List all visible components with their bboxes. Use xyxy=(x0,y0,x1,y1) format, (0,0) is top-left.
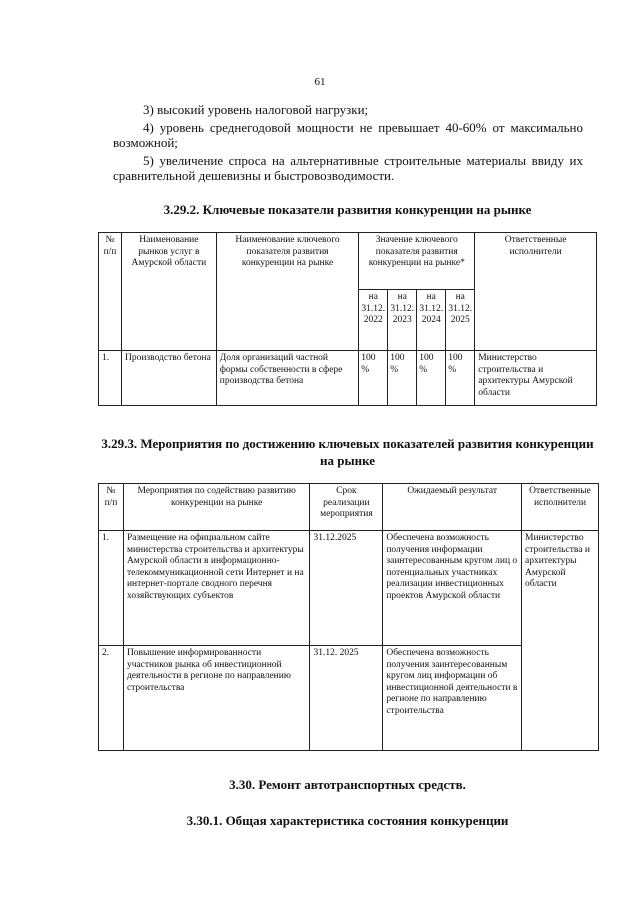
cell-responsible: Министерство строительства и архитектуры Амурской области xyxy=(475,351,597,406)
header-responsible: Ответственные исполнители xyxy=(522,484,599,531)
cell-value-2023: 100 % xyxy=(388,351,417,406)
cell-responsible: Министерство строительства и архитектуры Амурской области xyxy=(522,531,599,751)
section-heading-key-indicators: 3.29.2. Ключевые показатели развития конкуренции на рынке xyxy=(163,202,532,217)
table-row xyxy=(99,531,599,646)
paragraph-capacity: 4) уровень среднегодовой мощности не превышает 40-60% от максимально возможной; xyxy=(113,120,583,150)
cell-deadline: 31.12. 2025 xyxy=(310,646,383,751)
section-heading-competition-overview: 3.30.1. Общая характеристика состояния конкуренции xyxy=(186,813,509,828)
cell-num: 1. xyxy=(99,531,124,646)
measures-table xyxy=(98,483,599,751)
cell-deadline: 31.12.2025 xyxy=(310,531,383,646)
page-number: 61 xyxy=(314,76,326,88)
cell-value-2022: 100 % xyxy=(359,351,388,406)
section-heading-vehicle-repair: 3.30. Ремонт автотранспортных средств. xyxy=(229,777,466,792)
header-num: № п/п xyxy=(99,233,122,351)
header-year-2023: на 31.12. 2023 xyxy=(388,290,417,351)
cell-indicator: Доля организаций частной формы собственности в сфере производства бетона xyxy=(216,351,359,406)
cell-measure: Повышение информированности участников рынка об инвестиционной деятельности в регионе по направлению строительства xyxy=(123,646,310,751)
table-header-row xyxy=(99,484,599,531)
cell-market: Производство бетона xyxy=(121,351,216,406)
header-market: Наименование рынков услуг в Амурской области xyxy=(121,233,216,351)
cell-value-2025: 100 % xyxy=(446,351,475,406)
header-indicator: Наименование ключевого показателя развития конкуренции на рынке xyxy=(216,233,359,351)
header-measure: Мероприятия по содействию развитию конкуренции на рынке xyxy=(123,484,310,531)
cell-num: 2. xyxy=(99,646,124,751)
section-heading-measures: 3.29.3. Мероприятия по достижению ключевых показателей развития конкуренции на рынке xyxy=(101,436,594,468)
table-row xyxy=(99,351,597,406)
key-indicators-table xyxy=(98,232,597,406)
cell-num: 1. xyxy=(99,351,122,406)
header-num: № п/п xyxy=(99,484,124,531)
paragraph-tax-burden: 3) высокий уровень налоговой нагрузки; xyxy=(143,102,369,117)
header-year-2024: на 31.12. 2024 xyxy=(417,290,446,351)
cell-result: Обеспечена возможность получения заинтересованным кругом лиц информации об инвестиционной деятельности в регионе по направлению строительства xyxy=(383,646,522,751)
header-year-2022: на 31.12. 2022 xyxy=(359,290,388,351)
header-value: Значение ключевого показателя развития конкуренции на рынке* xyxy=(359,233,475,290)
header-responsible: Ответственные исполнители xyxy=(475,233,597,351)
paragraph-demand: 5) увеличение спроса на альтернативные строительные материалы ввиду их сравнительной дешевизны и быстровозводимости. xyxy=(113,153,583,183)
header-result: Ожидаемый результат xyxy=(383,484,522,531)
header-year-2025: на 31.12. 2025 xyxy=(446,290,475,351)
table-header-row xyxy=(99,233,597,290)
header-deadline: Срок реализации мероприятия xyxy=(310,484,383,531)
cell-value-2024: 100 % xyxy=(417,351,446,406)
cell-measure: Размещение на официальном сайте министерства строительства и архитектуры Амурской области в информационно-телекоммуникационной сети Интернет и на интернет-портале сводного перечня хозяйствующих субъектов xyxy=(123,531,310,646)
cell-result: Обеспечена возможность получения информации заинтересованным кругом лиц о потенциальных участниках реализации инвестиционных проектов Амурской области xyxy=(383,531,522,646)
